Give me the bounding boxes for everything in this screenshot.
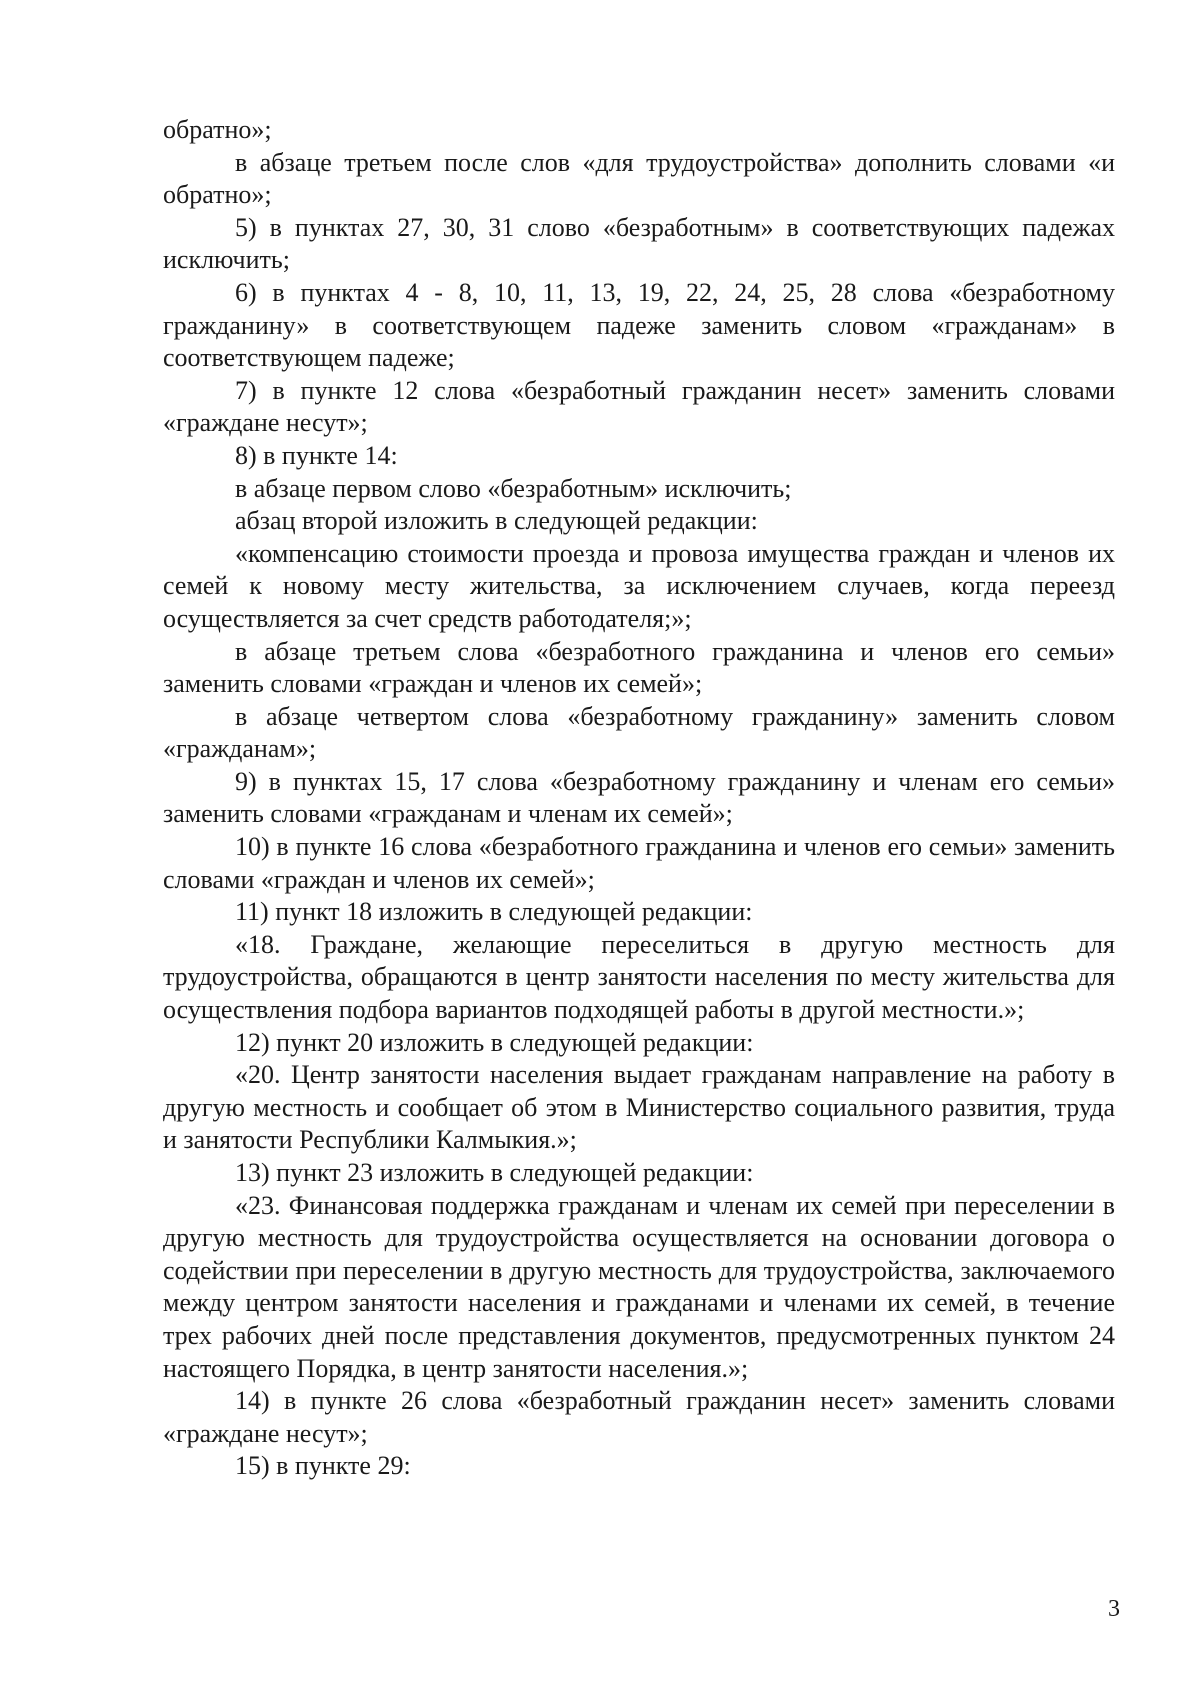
paragraph: 14) в пункте 26 слова «безработный гражданин несет» заменить словами «граждане несут»; bbox=[163, 1386, 1115, 1448]
paragraph: 15) в пункте 29: bbox=[235, 1451, 411, 1481]
paragraph: 9) в пунктах 15, 17 слова «безработному гражданину и членам его семьи» заменить словами «гражданам и членам их семей»; bbox=[163, 766, 1115, 829]
paragraph: «23. Финансовая поддержка гражданам и членам их семей при переселении в другую местность для трудоустройства осуществляется на основании договора о содействии при переселении в другую местность для трудоустройства, заключаемого между центром занятости населения и гражданами и членами их семей, в течение трех рабочих дней после представления документов, предусмотренных пунктом 24 настоящего Порядка, в центр занятости населения.»; bbox=[163, 1190, 1115, 1383]
paragraph: в абзаце третьем слова «безработного гражданина и членов его семьи» заменить словами «граждан и членов их семей»; bbox=[163, 636, 1115, 699]
paragraph: 13) пункт 23 изложить в следующей редакции: bbox=[235, 1158, 754, 1187]
paragraph: 11) пункт 18 изложить в следующей редакции: bbox=[235, 897, 753, 927]
page-number: 3 bbox=[1108, 1596, 1120, 1622]
document-body bbox=[163, 114, 1115, 1483]
paragraph: «20. Центр занятости населения выдает гражданам направление на работу в другую местность и сообщает об этом в Министерство социального развития, труда и занятости Республики Калмыкия.»; bbox=[163, 1060, 1115, 1155]
paragraph: 6) в пунктах 4 - 8, 10, 11, 13, 19, 22, 24, 25, 28 слова «безработному гражданину» в соответствующем падеже заменить словом «гражданам» в соответствующем падеже; bbox=[163, 277, 1115, 373]
paragraph: в абзаце третьем после слов «для трудоустройства» дополнить словами «и обратно»; bbox=[163, 147, 1115, 210]
paragraph: 8) в пункте 14: bbox=[235, 440, 398, 470]
paragraph: обратно»; bbox=[163, 115, 272, 144]
paragraph: 5) в пунктах 27, 30, 31 слово «безработным» в соответствующих падежах исключить; bbox=[163, 212, 1115, 275]
paragraph: 10) в пункте 16 слова «безработного гражданина и членов его семьи» заменить словами «граждан и членов их семей»; bbox=[163, 832, 1115, 894]
paragraph: в абзаце первом слово «безработным» исключить; bbox=[235, 473, 792, 503]
paragraph: 7) в пункте 12 слова «безработный гражданин несет» заменить словами «граждане несут»; bbox=[163, 375, 1115, 438]
paragraph: 12) пункт 20 изложить в следующей редакции: bbox=[235, 1027, 754, 1057]
paragraph: «18. Граждане, желающие переселиться в другую местность для трудоустройства, обращаются в центр занятости населения по месту жительства для осуществления подбора вариантов подходящей работы в другой местности.»; bbox=[163, 929, 1115, 1025]
paragraph: абзац второй изложить в следующей редакции: bbox=[235, 506, 758, 536]
paragraph: в абзаце четвертом слова «безработному гражданину» заменить словом «гражданам»; bbox=[163, 701, 1115, 764]
paragraph: «компенсацию стоимости проезда и провоза имущества граждан и членов их семей к новому месту жительства, за исключением случаев, когда переезд осуществляется за счет средств работодателя;»; bbox=[163, 538, 1115, 633]
